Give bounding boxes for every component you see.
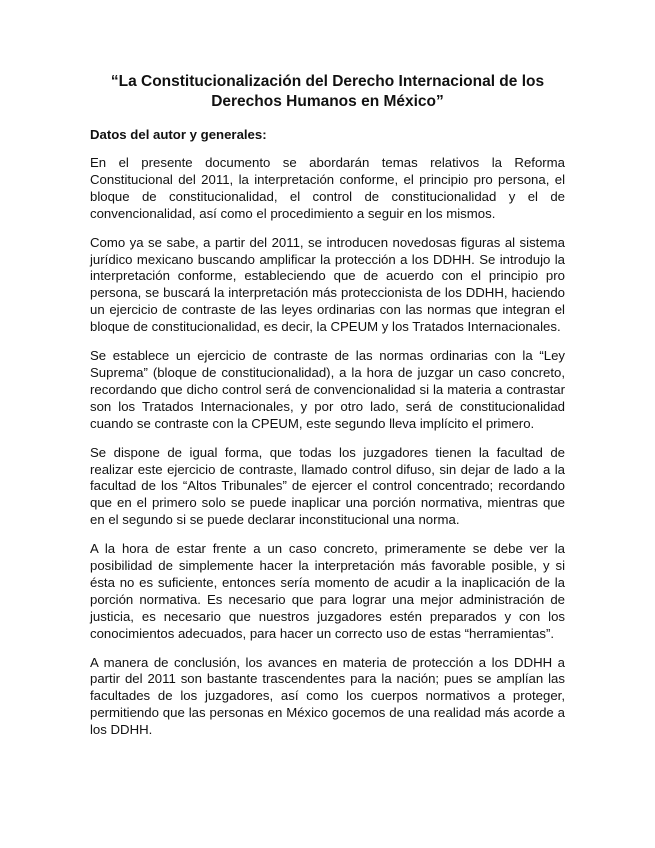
- paragraph-introduccion: En el presente documento se abordarán temas relativos la Reforma Constitucional del 2011, la interpretación conforme, el principio pro persona, el bloque de constitucionalidad, el control de constitucionalidad y el de convencionalidad, así como el procedimiento a seguir en los mismos.: [90, 155, 565, 221]
- paragraph-caso-concreto: A la hora de estar frente a un caso concreto, primeramente se debe ver la posibilidad de simplemente hacer la interpretación más favorable posible, y si ésta no es suficiente, entonces sería momento de acudir a la inaplicación de la porción normativa. Es necesario que para lograr una mejor administración de justicia, es necesario que nuestros juzgadores estén preparados y con los conocimientos adecuados, para hacer un correcto uso de estas “herramientas”.: [90, 541, 565, 641]
- section-heading: Datos del autor y generales:: [90, 127, 267, 142]
- paragraph-conclusion: A manera de conclusión, los avances en materia de protección a los DDHH a partir del 2011 son bastante trascendentes para la nación; pues se amplían las facultades de los juzgadores, así como los cuerpos normativos a proteger, permitiendo que las personas en México gocemos de una realidad más acorde a los DDHH.: [90, 654, 565, 738]
- paragraph-ley-suprema: Se establece un ejercicio de contraste de las normas ordinarias con la “Ley Suprema” (bloque de constitucionalidad), a la hora de juzgar un caso concreto, recordando que dicho control será de convencionalidad si la materia a contrastar son los Tratados Internacionales, y por otro lado, será de constitucionalidad cuando se contraste con la CPEUM, este segundo lleva implícito el primero.: [90, 348, 565, 431]
- document-page: [90, 72, 565, 751]
- document-title: “La Constitucionalización del Derecho Internacional de los Derechos Humanos en México”: [110, 73, 545, 110]
- paragraph-reforma-2011: Como ya se sabe, a partir del 2011, se introducen novedosas figuras al sistema jurídico mexicano buscando amplificar la protección a los DDHH. Se introdujo la interpretación conforme, estableciendo que de acuerdo con el principio pro persona, se buscará la interpretación más proteccionista de los DDHH, haciendo un ejercicio de contraste de las leyes ordinarias con las normas que integran el bloque de constitucionalidad, es decir, la CPEUM y los Tratados Internacionales.: [90, 234, 565, 335]
- paragraph-control-difuso: Se dispone de igual forma, que todas los juzgadores tienen la facultad de realizar este ejercicio de contraste, llamado control difuso, sin dejar de lado a la facultad de los “Altos Tribunales” de ejercer el control concentrado; recordando que en el primero solo se puede inaplicar una porción normativa, mientras que en el segundo si se puede declarar inconstitucional una norma.: [90, 444, 565, 528]
